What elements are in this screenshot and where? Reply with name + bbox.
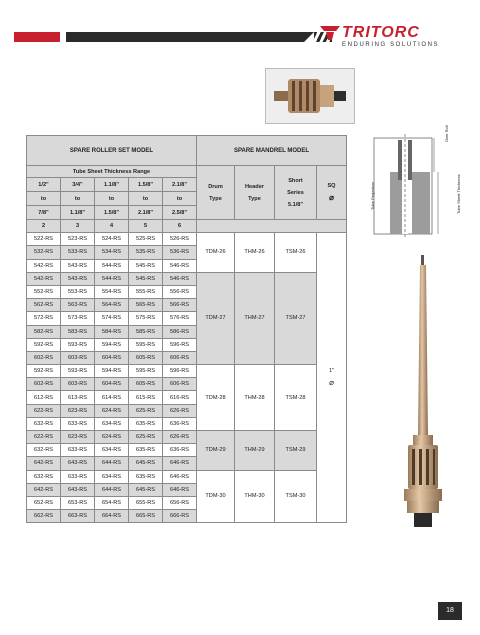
label-tube-sheet-thickness: Tube Sheet Thickness (456, 174, 461, 214)
short-series-cell: TSM-27 (275, 272, 317, 364)
table-row (27, 272, 347, 285)
short-series-cell: TSM-29 (275, 431, 317, 471)
roller-set-cell: 625-RS (129, 404, 163, 417)
roller-set-cell: 523-RS (61, 233, 95, 246)
roller-set-cell: 653-RS (61, 496, 95, 509)
range-from: 1/2" (27, 178, 61, 192)
sq-value: 1" (328, 368, 335, 375)
size-col: 3 (61, 220, 95, 233)
roller-set-cell: 563-RS (61, 299, 95, 312)
range-to: to (163, 192, 197, 206)
roller-set-cell: 642-RS (27, 483, 61, 496)
roller-set-cell: 655-RS (129, 496, 163, 509)
roller-set-cell: 624-RS (95, 404, 129, 417)
range-to: to (129, 192, 163, 206)
roller-set-cell: 644-RS (95, 483, 129, 496)
label-over-roll: Over Roll (444, 125, 449, 142)
roller-set-cell: 574-RS (95, 312, 129, 325)
range-upper: 2.5/8" (163, 206, 197, 220)
tube-roller-tool-image (398, 255, 448, 527)
drum-type-cell: TDM-27 (197, 272, 235, 364)
col-short-series: Short Series 5.1/8" (275, 166, 317, 220)
roller-set-cell: 642-RS (27, 457, 61, 470)
roller-set-cell: 545-RS (129, 259, 163, 272)
roller-set-cell: 663-RS (61, 510, 95, 523)
roller-set-cell: 583-RS (61, 325, 95, 338)
short-series-cell: TSM-26 (275, 233, 317, 273)
col-drum-type: Drum Type (197, 166, 235, 220)
short-series-cell: TSM-28 (275, 365, 317, 431)
header-type-cell: THM-30 (235, 470, 275, 523)
roller-set-cell: 635-RS (129, 417, 163, 430)
roller-set-cell: 634-RS (95, 417, 129, 430)
roller-set-cell: 665-RS (129, 510, 163, 523)
header-type-cell: THM-27 (235, 272, 275, 364)
roller-set-cell: 592-RS (27, 338, 61, 351)
roller-set-cell: 602-RS (27, 351, 61, 364)
header-type-cell: THM-26 (235, 233, 275, 273)
range-upper: 7/8" (27, 206, 61, 220)
roller-set-cell: 666-RS (163, 510, 197, 523)
roller-set-cell: 636-RS (163, 444, 197, 457)
mandrel-title: SPARE MANDREL MODEL (197, 136, 347, 166)
roller-set-cell: 634-RS (95, 470, 129, 483)
roller-set-cell: 604-RS (95, 378, 129, 391)
roller-set-cell: 656-RS (163, 496, 197, 509)
roller-title: SPARE ROLLER SET MODEL (27, 136, 197, 166)
table-row (27, 470, 347, 483)
roller-set-cell: 533-RS (61, 246, 95, 259)
roller-set-cell: 626-RS (163, 431, 197, 444)
sq-size-cell (317, 233, 347, 523)
col-header-type: Header Type (235, 166, 275, 220)
roller-set-cell: 535-RS (129, 246, 163, 259)
roller-set-cell: 616-RS (163, 391, 197, 404)
roller-set-cell: 522-RS (27, 233, 61, 246)
range-upper: 2.1/8" (129, 206, 163, 220)
size-row-blank (197, 220, 347, 233)
table-row (27, 233, 347, 246)
header-dark-bar (66, 32, 314, 42)
roller-set-cell: 614-RS (95, 391, 129, 404)
roller-set-cell: 556-RS (163, 285, 197, 298)
roller-set-cell: 624-RS (95, 431, 129, 444)
roller-set-cell: 546-RS (163, 272, 197, 285)
roller-set-cell: 565-RS (129, 299, 163, 312)
range-to: to (61, 192, 95, 206)
roller-set-cell: 573-RS (61, 312, 95, 325)
size-col: 2 (27, 220, 61, 233)
spec-body (27, 233, 347, 523)
roller-set-cell: 526-RS (163, 233, 197, 246)
header-type-cell: THM-29 (235, 431, 275, 471)
roller-set-cell: 553-RS (61, 285, 95, 298)
roller-set-cell: 545-RS (129, 272, 163, 285)
roller-set-cell: 592-RS (27, 365, 61, 378)
roller-set-cell: 604-RS (95, 351, 129, 364)
roller-set-cell: 596-RS (163, 365, 197, 378)
size-col: 6 (163, 220, 197, 233)
roller-set-cell: 524-RS (95, 233, 129, 246)
roller-set-cell: 635-RS (129, 470, 163, 483)
roller-set-cell: 623-RS (61, 404, 95, 417)
roller-set-cell: 595-RS (129, 338, 163, 351)
roller-set-cell: 646-RS (163, 483, 197, 496)
roller-set-cell: 644-RS (95, 457, 129, 470)
drum-type-cell: TDM-29 (197, 431, 235, 471)
roller-set-cell: 646-RS (163, 470, 197, 483)
range-to: to (95, 192, 129, 206)
roller-set-cell: 645-RS (129, 457, 163, 470)
roller-set-cell: 626-RS (163, 404, 197, 417)
roller-set-cell: 643-RS (61, 457, 95, 470)
roller-set-cell: 632-RS (27, 444, 61, 457)
roller-set-cell: 543-RS (61, 259, 95, 272)
roller-set-cell: 596-RS (163, 338, 197, 351)
drum-type-cell: TDM-26 (197, 233, 235, 273)
roller-set-cell: 542-RS (27, 272, 61, 285)
roller-set-cell: 643-RS (61, 483, 95, 496)
roller-set-cell: 544-RS (95, 259, 129, 272)
roller-set-cell: 602-RS (27, 378, 61, 391)
short-series-cell: TSM-30 (275, 470, 317, 523)
roller-set-cell: 544-RS (95, 272, 129, 285)
roller-set-cell: 606-RS (163, 378, 197, 391)
roller-set-cell: 635-RS (129, 444, 163, 457)
roller-set-cell: 593-RS (61, 338, 95, 351)
tube-diagram (370, 125, 468, 240)
size-col: 5 (129, 220, 163, 233)
roller-set-cell: 645-RS (129, 483, 163, 496)
roller-set-cell: 572-RS (27, 312, 61, 325)
roller-set-cell: 586-RS (163, 325, 197, 338)
roller-set-cell: 536-RS (163, 246, 197, 259)
roller-set-cell: 613-RS (61, 391, 95, 404)
roller-set-cell: 582-RS (27, 325, 61, 338)
roller-set-cell: 594-RS (95, 338, 129, 351)
roller-set-cell: 622-RS (27, 431, 61, 444)
roller-set-cell: 594-RS (95, 365, 129, 378)
roller-set-cell: 542-RS (27, 259, 61, 272)
roller-set-cell: 632-RS (27, 417, 61, 430)
roller-set-cell: 603-RS (61, 351, 95, 364)
table-row (27, 365, 347, 378)
roller-set-cell: 585-RS (129, 325, 163, 338)
roller-set-cell: 605-RS (129, 351, 163, 364)
roller-set-cell: 633-RS (61, 470, 95, 483)
range-from: 1.5/8" (129, 178, 163, 192)
roller-set-cell: 534-RS (95, 246, 129, 259)
range-from: 2.1/8" (163, 178, 197, 192)
label-tube-projection: Tube Projection (370, 182, 375, 210)
roller-set-cell: 632-RS (27, 470, 61, 483)
roller-set-cell: 532-RS (27, 246, 61, 259)
roller-set-cell: 566-RS (163, 299, 197, 312)
roller-set-cell: 593-RS (61, 365, 95, 378)
roller-set-cell: 654-RS (95, 496, 129, 509)
roller-set-cell: 636-RS (163, 417, 197, 430)
range-to: to (27, 192, 61, 206)
roller-set-cell: 575-RS (129, 312, 163, 325)
roller-set-cell: 603-RS (61, 378, 95, 391)
table-row (27, 431, 347, 444)
drum-type-cell: TDM-28 (197, 365, 235, 431)
brand-name: TRITORC (342, 24, 420, 41)
roller-set-cell: 543-RS (61, 272, 95, 285)
roller-set-cell: 595-RS (129, 365, 163, 378)
roller-set-cell: 605-RS (129, 378, 163, 391)
roller-set-cell: 634-RS (95, 444, 129, 457)
roller-set-cell: 606-RS (163, 351, 197, 364)
roller-set-cell: 552-RS (27, 285, 61, 298)
roller-set-cell: 622-RS (27, 404, 61, 417)
col-sq: SQ ⌀ (317, 166, 347, 220)
range-from: 3/4" (61, 178, 95, 192)
roller-set-cell: 662-RS (27, 510, 61, 523)
range-from: 1.1/8" (95, 178, 129, 192)
brand-tagline: ENDURING SOLUTIONS (342, 42, 440, 48)
roller-set-cell: 525-RS (129, 233, 163, 246)
roller-set-cell: 562-RS (27, 299, 61, 312)
range-upper: 1.1/8" (61, 206, 95, 220)
roller-set-cell: 633-RS (61, 417, 95, 430)
roller-set-cell: 546-RS (163, 259, 197, 272)
roller-set-cell: 664-RS (95, 510, 129, 523)
roller-set-cell: 584-RS (95, 325, 129, 338)
size-col: 4 (95, 220, 129, 233)
roller-set-cell: 576-RS (163, 312, 197, 325)
logo-mark-icon (320, 26, 340, 40)
brand-logo (320, 24, 466, 50)
roller-set-cell: 625-RS (129, 431, 163, 444)
page-number: 18 (438, 602, 462, 620)
roller-set-cell: 564-RS (95, 299, 129, 312)
roller-set-cell: 646-RS (163, 457, 197, 470)
header-decor-bar (14, 32, 314, 42)
product-photo (265, 68, 355, 124)
roller-set-cell: 615-RS (129, 391, 163, 404)
range-label: Tube Sheet Thickness Range (27, 166, 197, 178)
roller-set-cell: 652-RS (27, 496, 61, 509)
drum-type-cell: TDM-30 (197, 470, 235, 523)
roller-set-cell: 623-RS (61, 431, 95, 444)
header-red-block (14, 32, 60, 42)
roller-tool-image (266, 69, 354, 123)
roller-set-cell: 633-RS (61, 444, 95, 457)
roller-set-cell: 554-RS (95, 285, 129, 298)
roller-set-cell: 555-RS (129, 285, 163, 298)
diameter-icon: ⌀ (329, 378, 334, 388)
roller-set-cell: 612-RS (27, 391, 61, 404)
spec-table (26, 135, 347, 523)
range-upper: 1.5/8" (95, 206, 129, 220)
header-type-cell: THM-28 (235, 365, 275, 431)
